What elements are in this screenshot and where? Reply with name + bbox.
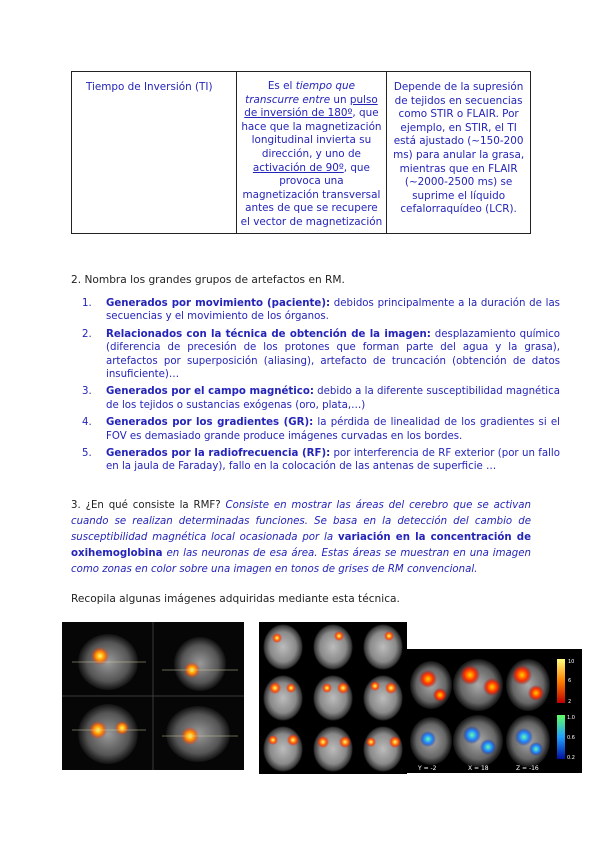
list-item <box>82 328 560 382</box>
item-text: debido a la diferente susceptibilidad magnética de los tejidos o sustancias exógenas (oro, plata,…) <box>106 386 560 411</box>
fmri-scales-graphic <box>406 649 582 773</box>
item-text: por interferencia de RF exterior (por un fallo en la jaula de Faraday), fallo en la colocación de las antenas de superficie … <box>106 448 560 473</box>
term-text: Tiempo de Inversión (TI) <box>86 81 213 93</box>
list-item <box>82 416 560 443</box>
item-title: Generados por los gradientes (GR): <box>106 417 314 429</box>
fmri-quad-graphic <box>62 622 244 770</box>
table-row <box>72 72 531 234</box>
question-2: 2. Nombra los grandes grupos de artefactos en RM. <box>71 274 345 286</box>
artifact-list <box>76 297 560 478</box>
item-text: debidos principalmente a la duración de las secuencias y el movimiento de los órganos. <box>106 298 560 323</box>
item-number: 5. <box>82 448 92 460</box>
item-number: 4. <box>82 417 92 429</box>
fmri-image-scales <box>406 649 582 773</box>
definition-text-4: , que provoca una magnetización transversal antes de que se recupere el vector de magnetización <box>240 161 383 228</box>
definition-text-3: , que hace que la magnetización longitudinal invierta su dirección, y uno de <box>241 107 382 160</box>
answer-3-part-2: en las neuronas de esa área. Estas áreas se muestran en una imagen como zonas en color sobre una imagen en tonos de grises de RM convencional. <box>71 548 531 575</box>
item-text: la pérdida de linealidad de los gradientes si el FOV es demasiado grande produce imágenes curvadas en los bordes. <box>106 417 560 442</box>
slice-label-z: Z = -16 <box>516 765 539 772</box>
scale-bottom-max: 1.0 <box>567 715 575 721</box>
scale-top-max: 10 <box>568 659 575 665</box>
fmri-grid-graphic <box>259 622 407 774</box>
definition-table <box>71 71 531 234</box>
definition-italic: tiempo que transcurre entre <box>245 80 356 106</box>
definition-cell <box>236 72 387 234</box>
list-item <box>82 385 560 412</box>
definition-text-1: Es el <box>267 80 296 92</box>
question-3-text: 3. ¿En qué consiste la RMF? <box>71 500 226 511</box>
fmri-image-quad <box>62 622 244 770</box>
definition-text-2: un <box>330 93 350 106</box>
item-title: Relacionados con la técnica de obtención de la imagen: <box>106 328 431 340</box>
item-text: desplazamiento químico (diferencia de precesión de los protones que forman parte del agua y la grasa), artefactos por superposición (aliasing), artefacto de truncación (obtención de datos insuficiente)… <box>106 328 560 381</box>
fmri-image-grid <box>259 622 407 774</box>
scale-bottom-mid: 0.6 <box>567 735 575 741</box>
scale-bottom-min: 0.2 <box>567 755 575 761</box>
definition-underline-2: activación de 90º <box>252 161 344 174</box>
item-number: 1. <box>82 298 92 309</box>
scale-top-mid: 6 <box>568 678 572 684</box>
list-item <box>82 447 560 474</box>
depends-cell <box>387 72 531 234</box>
scale-top-min: 2 <box>568 699 572 705</box>
term-cell <box>72 72 237 234</box>
question-3 <box>71 498 531 578</box>
answer-3-bold: variación en la concentración de oxihemoglobina <box>71 532 531 559</box>
answer-3-part-1: Consiste en mostrar las áreas del cerebro que se activan cuando se realizan determinadas funciones. Se basa en la detección del cambio de susceptibilidad magnética local ocasionada por la <box>71 500 531 543</box>
slice-label-x: X = 18 <box>468 765 489 772</box>
item-title: Generados por la radiofrecuencia (RF): <box>106 448 331 460</box>
item-number: 3. <box>82 386 92 398</box>
item-number: 2. <box>82 328 92 340</box>
slice-label-y: Y = -2 <box>418 765 437 772</box>
item-title: Generados por movimiento (paciente): <box>106 298 331 309</box>
definition-underline-1: pulso de inversión de 180º <box>244 93 378 120</box>
recopila-instruction: Recopila algunas imágenes adquiridas mediante esta técnica. <box>71 593 400 605</box>
depends-text: Depende de la supresión de tejidos en secuencias como STIR o FLAIR. Por ejemplo, en STIR, el TI está ajustado (~150-200 ms) para anular la grasa, mientras que en FLAIR (~2000-2500 ms) se suprime el líquido cefalorraquídeo (LCR). <box>393 81 525 216</box>
list-item <box>82 297 560 324</box>
item-title: Generados por el campo magnético: <box>106 386 314 398</box>
